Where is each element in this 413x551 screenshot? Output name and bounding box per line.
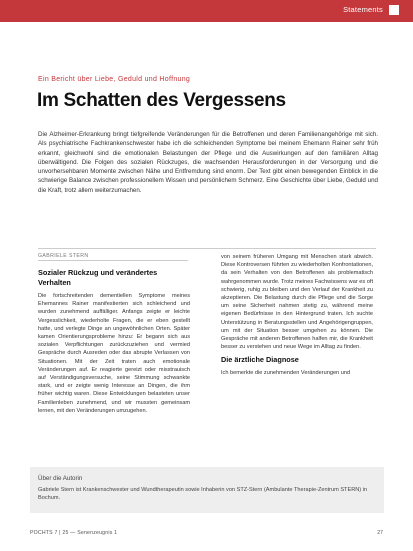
section-header-bar (0, 0, 413, 22)
article-title: Im Schatten des Vergessens (37, 90, 286, 111)
bio-text: Gabriele Stern ist Krankenschwester und Wundtherapeutin sowie Inhaberin von STZ-Stern (Ambulante Therapie-Zentrum STERN) in Bochum. (38, 487, 368, 502)
article-column-left (38, 268, 190, 419)
divider (38, 260, 188, 261)
bio-title: Über die Autorin (38, 475, 83, 482)
section-heading: Die ärztliche Diagnose (221, 355, 299, 365)
page-number: 27 (377, 530, 383, 536)
section-label: Statements (343, 5, 383, 14)
body-paragraph: Ich bemerkte die zunehmenden Veränderungen und (221, 370, 351, 377)
author-name: GABRIELE STERN (38, 253, 89, 259)
footer-publication: POCHTS 7 | 25 — Senenzeugnis 1 (30, 530, 118, 536)
body-paragraph: Die fortschreitenden dementiellen Symptome meines Ehemannes Rainer manifestierten sich schleichend und wurden zunehmend auffälliger. Anfangs zeigte er leichte Vergesslichkeit, wiederholte Fragen, die er eben gestellt hatte, und verlegte Dinge an ungewöhnlichen Orten. Später kamen Orientierungsprobleme hinzu: Er begann sich aus sozialen Verpflichtungen zurückzuziehen und vermied Gespräche durch Ausreden oder das abrupte Verlassen von Situationen. Mit der Zeit traten auch emotionale Veränderungen auf. Er reagierte gereizt oder misstrauisch auf Verständigungsversuche, seine Stimmung schwankte stark, und er zeigte wenig Interesse an Dingen, die ihm früher wichtig waren. Diese Entwicklungen belasteten unser Familienleben zunehmend, und wir mussten gemeinsam lernen, mit den Veränderungen umzugehen. (38, 293, 190, 414)
article-kicker: Ein Bericht über Liebe, Geduld und Hoffnung (38, 76, 191, 83)
section-heading: Sozialer Rückzug und verändertes Verhalten (38, 268, 158, 287)
article-intro: Die Alzheimer-Erkrankung bringt tiefgreifende Veränderungen für die Betroffenen und deren Familienangehörige mit sich. Als psychiatrische Fachkrankenschwester habe ich die schleichenden Symptome bei meinem Ehemann Rainer sehr früh erkannt, gleichwohl sind die emotionalen Belastungen der Pflege und die Auswirkungen auf den familiären Alltag überwältigend. Die Folgen des sozialen Rückzuges, die wachsenden Herausforderungen in der Versorgung und die unvorhersehbaren Momente zwischen Nähe und Entfremdung sind enorm. Der Text gibt einen bewegenden Einblick in die schwierige Balance zwischen professionellem Wissen und persönlichem Schmerz. Eine Geschichte über Liebe, Geduld und die Kraft, trotz allem weiterzumachen. (38, 131, 378, 194)
article-column-right (221, 253, 373, 382)
author-bio-box (30, 467, 384, 513)
section-square-icon (389, 5, 399, 15)
divider (38, 248, 376, 249)
body-paragraph: von seinem früheren Umgang mit Menschen stark abwich. Diese Kontroversen führten zu wiederholten Konfrontationen, da sein Verhalten von den Betroffenen als problematisch wahrgenommen wurde. Trotz meines Fachwissens war es oft schwierig, ruhig zu bleiben und den Verlauf der Krankheit zu akzeptieren. Die Belastung durch die Pflege und die Sorge um seine Sicherheit nahmen stetig zu, während meine eigenen Bedürfnisse in den Hintergrund traten. Ich suchte Unterstützung in Beratungsstellen und Angehörigengruppen, um mit der Situation besser umgehen zu können. Die Gespräche mit anderen Betroffenen halfen mir, die Krankheit besser zu verstehen und neue Wege im Alltag zu finden. (221, 254, 373, 351)
